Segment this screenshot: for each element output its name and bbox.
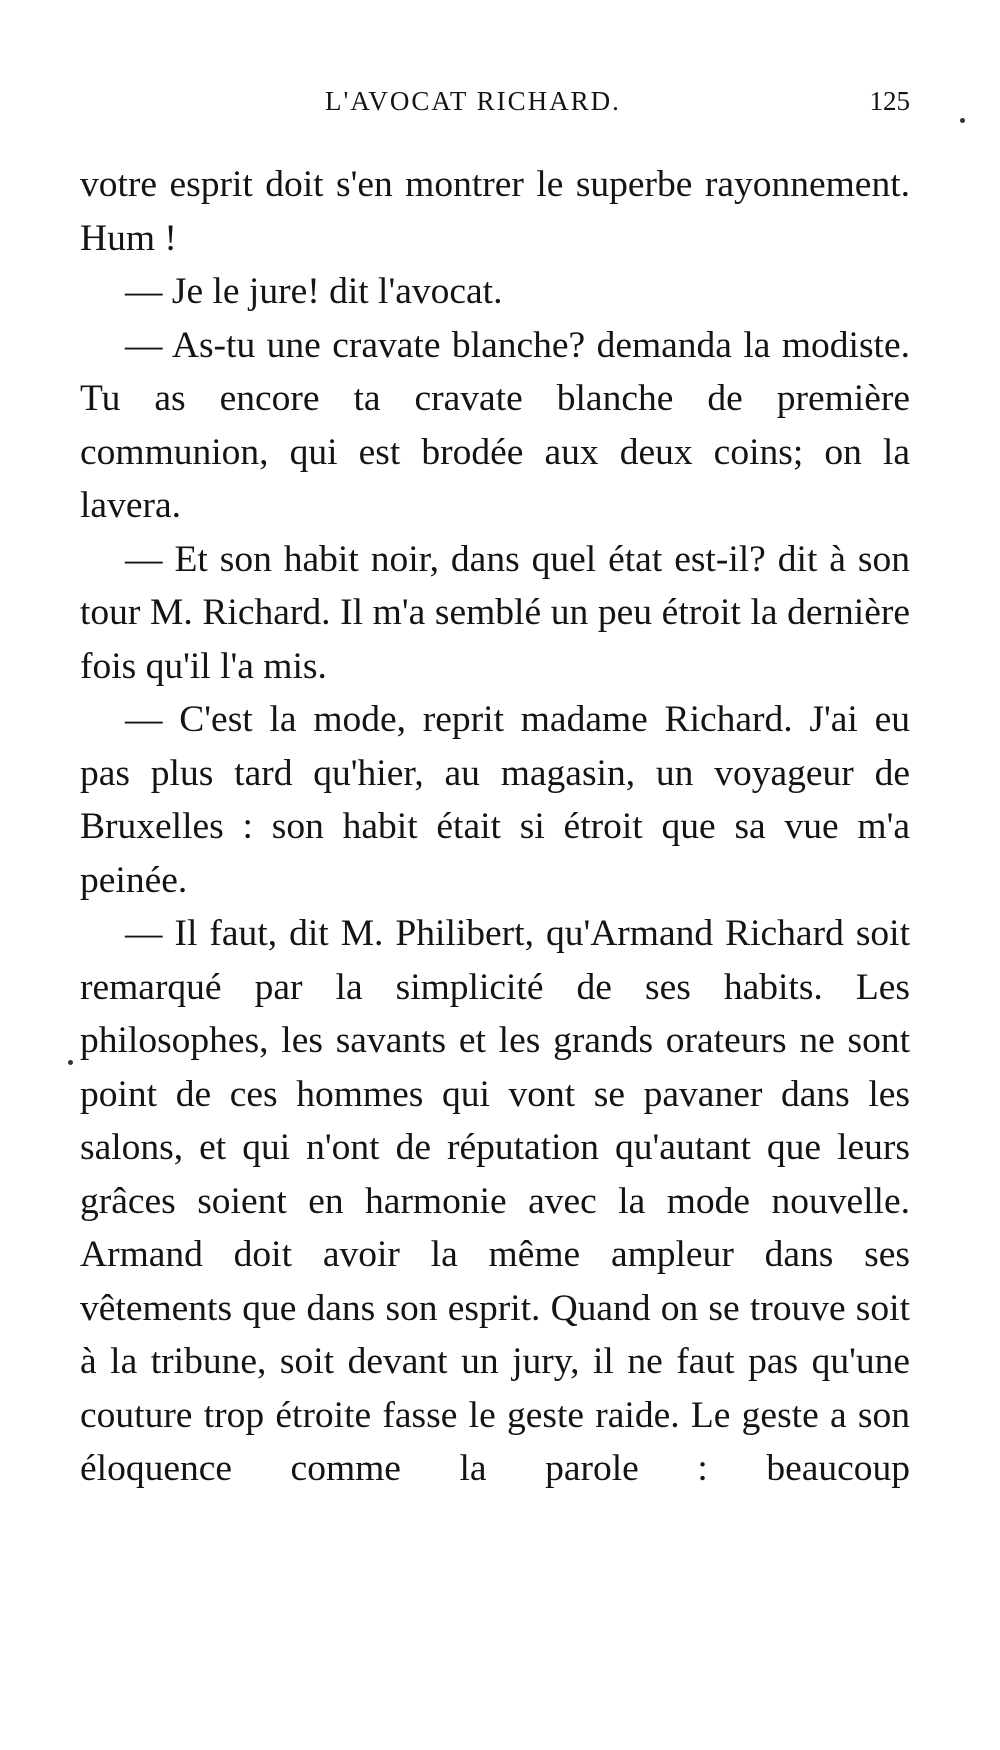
body-text — [80, 158, 910, 1496]
paragraph-2: — Je le jure! dit l'avocat. — [125, 271, 503, 312]
paragraph-3: — As-tu une cravate blanche? demanda la modiste. Tu as encore ta cravate blanche de première communion, qui est brodée aux deux coins; on la lavera. — [80, 324, 910, 526]
scan-speck — [68, 1060, 73, 1065]
paragraph-6: — Il faut, dit M. Philibert, qu'Armand Richard soit remarqué par la simplicité de ses habits. Les philosophes, les savants et les grands orateurs ne sont point de ces hommes qui vont se pavaner dans les salons, et qui n'ont de réputation qu'autant que leurs grâces soient en harmonie avec la mode nouvelle. Armand doit avoir la même ampleur dans ses vêtements que dans son esprit. Quand on se trouve soit à la tribune, soit devant un jury, il ne faut pas qu'une couture trop étroite fasse le geste raide. Le geste a son éloquence comme la parole : beaucoup — [80, 913, 910, 1489]
scan-speck — [960, 118, 965, 123]
page-number: 125 — [869, 86, 910, 116]
running-title: L'AVOCAT RICHARD. — [325, 86, 621, 116]
paragraph-5: — C'est la mode, reprit madame Richard. J'ai eu pas plus tard qu'hier, au magasin, un voyageur de Bruxelles : son habit était si étroit que sa vue m'a peinée. — [80, 699, 910, 901]
paragraph-1: votre esprit doit s'en montrer le superbe rayonnement. Hum ! — [80, 164, 910, 259]
paragraph-4: — Et son habit noir, dans quel état est-il? dit à son tour M. Richard. Il m'a semblé un peu étroit la dernière fois qu'il l'a mis. — [80, 538, 910, 687]
page-header — [80, 86, 910, 126]
